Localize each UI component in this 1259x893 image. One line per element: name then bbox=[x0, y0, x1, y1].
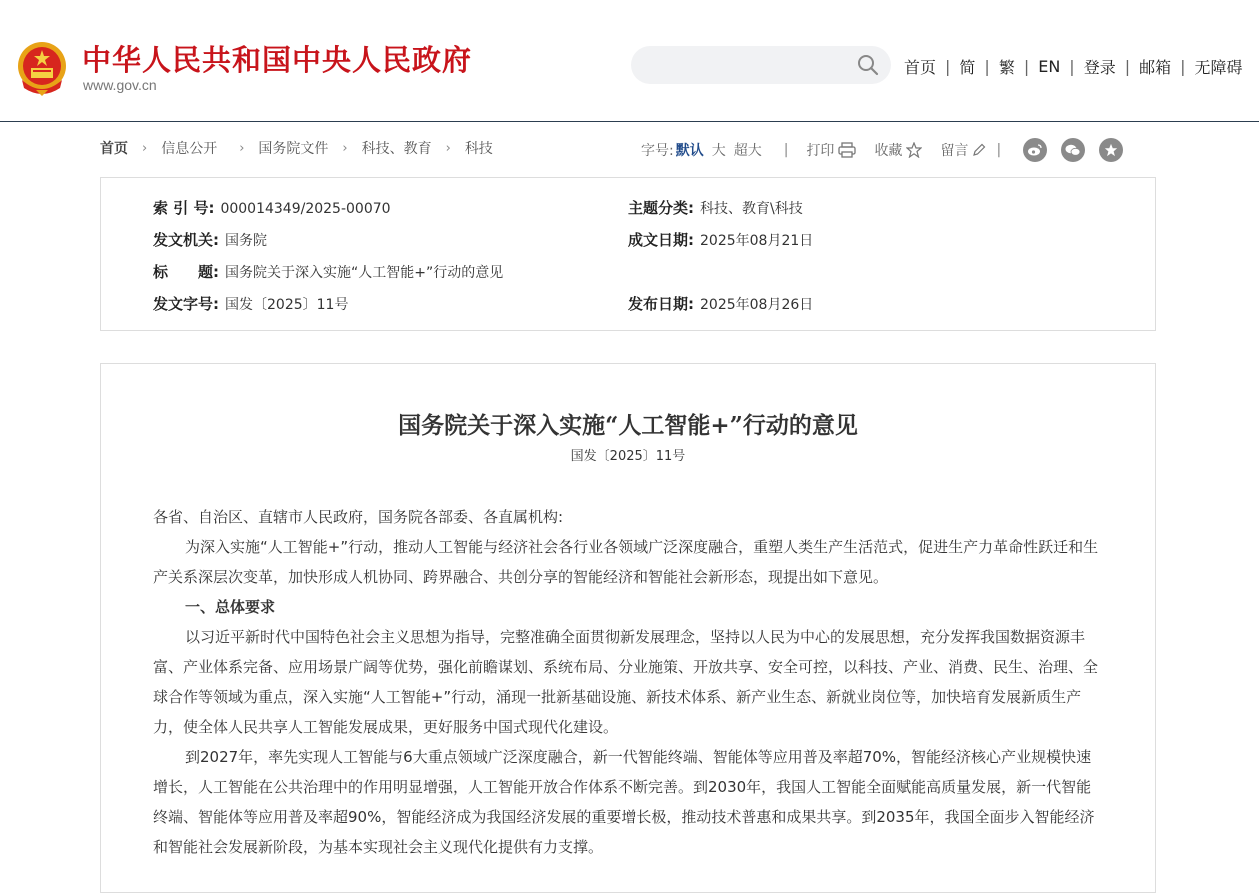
nav-accessibility[interactable]: 无障碍 bbox=[1194, 57, 1243, 77]
search-icon[interactable] bbox=[857, 54, 879, 76]
paragraph: 以习近平新时代中国特色社会主义思想为指导，完整准确全面贯彻新发展理念，坚持以人民为中心的发展思想，充分发挥我国数据资源丰富、产业体系完备、应用场景广阔等优势，强化前瞻谋划、系统布局、分业施策、开放共享、安全可控，以科技、产业、消费、民生、治理、全球合作等领域为重点，深入实施“人工智能+”行动，涌现一批新基础设施、新技术体系、新产业生态、新就业岗位等，加快培育发展新质生产力，使全体人民共享人工智能发展成果，更好服务中国式现代化建设。 bbox=[153, 628, 1099, 736]
breadcrumb-technology[interactable]: 科技 bbox=[464, 141, 493, 157]
meta-title bbox=[153, 261, 503, 282]
site-header bbox=[0, 0, 1259, 122]
article bbox=[100, 363, 1156, 893]
comment-button[interactable] bbox=[940, 140, 986, 160]
nav-separator: | bbox=[1023, 56, 1030, 76]
chevron-right-icon: › bbox=[239, 140, 245, 156]
salutation: 各省、自治区、直辖市人民政府，国务院各部委、各直属机构: bbox=[153, 508, 564, 526]
meta-label: 主题分类: bbox=[628, 199, 694, 217]
meta-topic bbox=[628, 197, 803, 218]
wechat-icon[interactable] bbox=[1061, 138, 1085, 162]
site-url: www.gov.cn bbox=[83, 77, 157, 93]
meta-label: 发文字号: bbox=[153, 295, 219, 313]
font-size-label: 字号: bbox=[641, 143, 674, 159]
pencil-icon bbox=[972, 143, 986, 157]
breadcrumb-state-council-docs[interactable]: 国务院文件 bbox=[258, 141, 329, 157]
meta-value: 000014349/2025-00070 bbox=[220, 201, 391, 217]
meta-published-date bbox=[628, 293, 813, 314]
weibo-icon[interactable] bbox=[1023, 138, 1047, 162]
site-name[interactable]: 中华人民共和国中央人民政府 bbox=[82, 43, 473, 77]
meta-value: 国务院 bbox=[225, 233, 267, 249]
article-tools bbox=[641, 138, 1137, 162]
meta-value: 科技、教育\科技 bbox=[700, 201, 803, 217]
search-input[interactable] bbox=[647, 53, 847, 77]
font-size-default[interactable]: 默认 bbox=[675, 143, 704, 159]
article-body bbox=[153, 502, 1101, 862]
meta-value: 国发〔2025〕11号 bbox=[225, 297, 349, 313]
article-title: 国务院关于深入实施“人工智能+”行动的意见 bbox=[398, 412, 858, 439]
breadcrumb-home[interactable]: 首页 bbox=[100, 141, 128, 157]
favorite-star-icon[interactable] bbox=[1099, 138, 1123, 162]
nav-mailbox[interactable]: 邮箱 bbox=[1139, 57, 1172, 77]
meta-value: 2025年08月26日 bbox=[700, 297, 814, 313]
favorite-button[interactable] bbox=[874, 140, 922, 160]
chevron-right-icon: › bbox=[342, 140, 348, 156]
meta-label: 标 题: bbox=[153, 263, 219, 281]
chevron-right-icon: › bbox=[142, 140, 148, 156]
nav-home[interactable]: 首页 bbox=[904, 57, 937, 77]
meta-written-date bbox=[628, 229, 813, 250]
meta-label: 成文日期: bbox=[628, 231, 694, 249]
favorite-label: 收藏 bbox=[874, 143, 903, 159]
meta-label: 索 引 号: bbox=[153, 199, 215, 217]
nav-separator: | bbox=[984, 56, 990, 76]
paragraph: 为深入实施“人工智能+”行动，推动人工智能与经济社会各行业各领域广泛深度融合，重塑人类生产生活范式，促进生产力革命性跃迁和生产关系深层次变革，加快形成人机协同、跨界融合、共创分享的智能经济和智能社会新形态，现提出如下意见。 bbox=[153, 538, 1099, 586]
star-outline-icon bbox=[906, 142, 922, 158]
chevron-right-icon: › bbox=[445, 140, 451, 156]
nav-login[interactable]: 登录 bbox=[1083, 57, 1116, 77]
print-button[interactable] bbox=[806, 140, 856, 160]
nav-separator: | bbox=[1124, 56, 1131, 76]
print-label: 打印 bbox=[806, 143, 835, 159]
comment-label: 留言 bbox=[940, 143, 969, 159]
meta-label: 发文机关: bbox=[153, 231, 219, 249]
meta-issuer bbox=[153, 229, 267, 250]
nav-english[interactable]: EN bbox=[1038, 56, 1061, 76]
paragraph: 到2027年，率先实现人工智能与6大重点领域广泛深度融合，新一代智能终端、智能体等应用普及率超70%，智能经济核心产业规模快速增长，人工智能在公共治理中的作用明显增强，人工智能开放合作体系不断完善。到2030年，我国人工智能全面赋能高质量发展，新一代智能终端、智能体等应用普及率超90%，智能经济成为我国经济发展的重要增长极，推动技术普惠和成果共享。到2035年，我国全面步入智能经济和智能社会发展新阶段，为基本实现社会主义现代化提供有力支撑。 bbox=[153, 748, 1095, 856]
meta-index bbox=[153, 197, 391, 218]
font-size-xlarge[interactable]: 超大 bbox=[733, 143, 762, 159]
national-emblem-icon[interactable] bbox=[16, 40, 68, 96]
nav-simplified[interactable]: 简 bbox=[959, 57, 976, 77]
nav-separator: | bbox=[945, 56, 951, 76]
breadcrumb-sci-edu[interactable]: 科技、教育 bbox=[361, 141, 432, 157]
breadcrumb-info-public[interactable]: 信息公开 bbox=[161, 141, 218, 157]
tool-separator: | bbox=[783, 142, 789, 158]
meta-value: 2025年08月21日 bbox=[700, 233, 814, 249]
top-nav bbox=[904, 55, 1243, 77]
tool-separator: | bbox=[996, 142, 1002, 158]
section-heading: 一、总体要求 bbox=[185, 598, 276, 616]
meta-doc-number bbox=[153, 293, 348, 314]
meta-value: 国务院关于深入实施“人工智能+”行动的意见 bbox=[225, 265, 504, 281]
printer-icon bbox=[838, 142, 856, 158]
nav-separator: | bbox=[1180, 56, 1186, 76]
nav-traditional[interactable]: 繁 bbox=[998, 57, 1015, 77]
font-size-large[interactable]: 大 bbox=[711, 143, 726, 159]
meta-label: 发布日期: bbox=[628, 295, 694, 313]
nav-separator: | bbox=[1069, 56, 1075, 76]
search-box bbox=[631, 46, 891, 84]
document-metadata bbox=[100, 177, 1156, 331]
breadcrumb-toolbar bbox=[100, 138, 1160, 162]
breadcrumb bbox=[100, 138, 493, 158]
article-doc-number: 国发〔2025〕11号 bbox=[570, 449, 686, 464]
